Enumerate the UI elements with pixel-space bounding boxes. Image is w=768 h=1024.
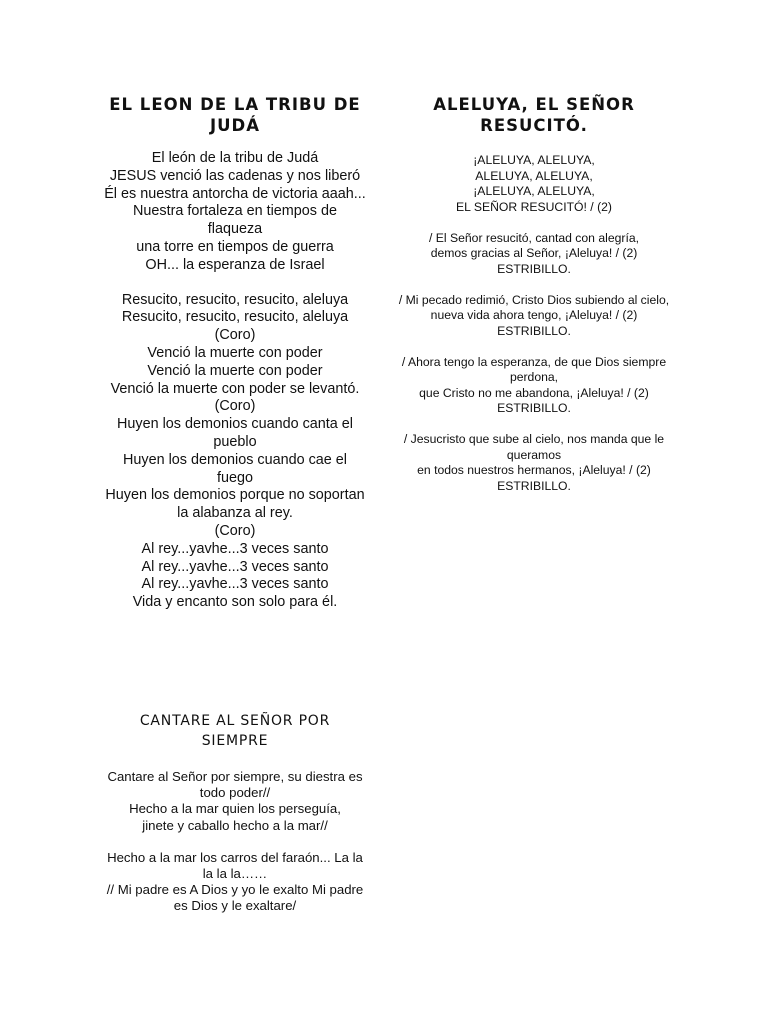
song-1-title: EL LEON DE LA TRIBU DE JUDÁ bbox=[109, 95, 361, 135]
lyric-line: ESTRIBILLO. bbox=[497, 261, 571, 276]
lyric-line: que Cristo no me abandona, ¡Aleluya! / (2) bbox=[419, 385, 649, 400]
lyric-line: / Ahora tengo la esperanza, de que Dios siempre perdona, bbox=[401, 354, 667, 384]
lyric-line: nueva vida ahora tengo, ¡Aleluya! / (2) bbox=[430, 308, 638, 322]
lyric-line: ESTRIBILLO. bbox=[497, 401, 571, 415]
lyric-line: Cantare al Señor por siempre, su diestra es todo poder// bbox=[107, 769, 363, 801]
song-1 bbox=[104, 94, 366, 612]
lyric-line: El león de la tribu de Judá bbox=[151, 150, 319, 166]
stanza-gap bbox=[104, 834, 366, 850]
song-3-title: CANTARE AL SEÑOR POR SIEMPRE bbox=[139, 713, 331, 749]
lyric-line: Él es nuestra antorcha de victoria aaah... bbox=[104, 185, 366, 202]
song-2-lyrics bbox=[398, 153, 670, 494]
lyric-line: / Mi pecado redimió, Cristo Dios subiendo al cielo, bbox=[398, 292, 670, 307]
lyric-line: Al rey...yavhe...3 veces santo bbox=[141, 576, 329, 593]
lyric-line: Huyen los demonios cuando canta el pueblo bbox=[117, 416, 353, 450]
stanza-gap bbox=[398, 215, 670, 231]
stanza-gap bbox=[398, 277, 670, 293]
song-3-lyrics bbox=[104, 769, 366, 915]
stanza-gap bbox=[104, 275, 366, 292]
lyric-line: una torre en tiempos de guerra bbox=[136, 238, 334, 255]
stanza-gap bbox=[398, 417, 670, 433]
lyric-line: Venció la muerte con poder bbox=[147, 362, 323, 379]
lyric-line: Hecho a la mar los carros del faraón... La la la la la…… bbox=[107, 849, 363, 882]
lyric-line: Al rey...yavhe...3 veces santo bbox=[141, 540, 329, 557]
song-2-title: ALELUYA, EL SEÑOR RESUCITÓ. bbox=[433, 95, 635, 135]
lyric-line: Al rey...yavhe...3 veces santo bbox=[141, 558, 329, 575]
lyric-line: ALELUYA, ALELUYA, bbox=[475, 168, 593, 183]
lyric-line: / Jesucristo que sube al cielo, nos manda que le queramos bbox=[403, 432, 665, 462]
lyric-line: // Mi padre es A Dios y yo le exalto Mi padre es Dios y le exaltare/ bbox=[106, 882, 364, 914]
lyric-line: ESTRIBILLO. bbox=[497, 478, 571, 493]
lyric-line: ¡ALELUYA, ALELUYA, bbox=[473, 184, 595, 198]
lyric-line: Resucito, resucito, resucito, aleluya bbox=[121, 291, 349, 308]
lyric-line: (Coro) bbox=[214, 398, 256, 415]
lyric-line: Venció la muerte con poder bbox=[147, 344, 323, 361]
song-2 bbox=[398, 94, 670, 494]
lyric-line: JESUS venció las cadenas y nos liberó bbox=[109, 167, 361, 184]
lyric-line: Nuestra fortaleza en tiempos de flaqueza bbox=[133, 203, 337, 238]
lyric-line: / El Señor resucitó, cantad con alegría, bbox=[428, 230, 639, 245]
lyric-line: Vida y encanto son solo para él. bbox=[132, 594, 338, 611]
song-1-lyrics bbox=[104, 150, 366, 612]
lyric-line: Venció la muerte con poder se levantó. bbox=[110, 380, 360, 397]
lyric-line: Hecho a la mar quien los perseguía, bbox=[129, 801, 341, 817]
stanza-gap bbox=[398, 339, 670, 355]
lyric-line: ¡ALELUYA, ALELUYA, bbox=[473, 153, 595, 167]
lyric-line: OH... la esperanza de Israel bbox=[145, 256, 325, 273]
lyric-line: Huyen los demonios cuando cae el fuego bbox=[123, 451, 347, 486]
lyric-line: en todos nuestros hermanos, ¡Aleluya! / (2) bbox=[417, 463, 651, 477]
lyric-line: (Coro) bbox=[214, 522, 256, 539]
lyric-line: (Coro) bbox=[214, 327, 256, 344]
lyric-line: Huyen los demonios porque no soportan la alabanza al rey. bbox=[105, 487, 365, 522]
lyric-line: Resucito, resucito, resucito, aleluya bbox=[121, 309, 349, 326]
lyric-line: jinete y caballo hecho a la mar// bbox=[142, 817, 328, 833]
lyric-line: demos gracias al Señor, ¡Aleluya! / (2) bbox=[430, 246, 638, 260]
lyric-line: ESTRIBILLO. bbox=[497, 323, 571, 338]
song-3 bbox=[104, 711, 366, 915]
lyric-line: EL SEÑOR RESUCITÓ! / (2) bbox=[456, 199, 612, 214]
